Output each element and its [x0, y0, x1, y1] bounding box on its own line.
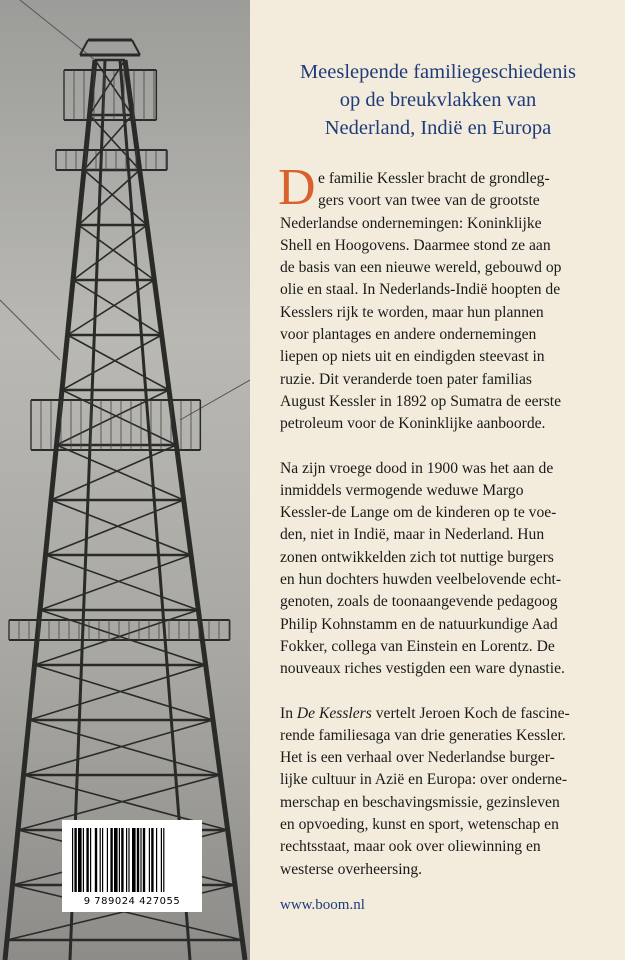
text-line: merschap en beschavingsmissie, gezinsleven	[280, 793, 560, 811]
paragraph-2	[280, 458, 612, 681]
text-line: Fokker, collega van Einstein en Lorentz. De	[280, 637, 555, 655]
text-line: en opvoeding, kunst en sport, wetenschap en	[280, 816, 559, 834]
paragraph-1	[278, 159, 612, 436]
text-fragment: In	[280, 704, 297, 722]
text-line: gers voort van twee van de grootste	[318, 192, 540, 210]
text-line: Kesslers rijk te worden, maar hun plannen	[280, 303, 544, 321]
text-line: zonen ontwikkelden zich tot nuttige burgers	[280, 548, 554, 566]
barcode	[62, 820, 202, 912]
text-line: Nederlandse ondernemingen: Koninklijke	[280, 214, 542, 232]
heading-line: Meeslepende familiegeschiedenis	[299, 61, 577, 83]
paragraph-3	[280, 703, 612, 881]
text-line: ruzie. Dit veranderde toen pater familias	[280, 370, 532, 388]
text-fragment: vertelt Jeroen Koch de fascine-	[371, 704, 570, 722]
text-line: lijke cultuur in Azië en Europa: over onderne-	[280, 771, 568, 789]
derrick-illustration	[0, 0, 250, 960]
text-line: den, niet in Indië, maar in Nederland. Hun	[280, 526, 545, 544]
text-line: genoten, zoals de toonaangevende pedagoog	[280, 593, 558, 611]
text-line: August Kessler in 1892 op Sumatra de eerste	[280, 392, 562, 410]
blurb-body	[278, 159, 612, 903]
book-title: De Kesslers	[296, 704, 372, 722]
text-line: Na zijn vroege dood in 1900 was het aan de	[280, 459, 554, 477]
text-line: rende familiesaga van drie generaties Kessler.	[280, 726, 566, 744]
text-line: Shell en Hoogovens. Daarmee stond ze aan	[280, 236, 551, 254]
drop-cap: D	[278, 159, 316, 216]
text-line: en hun dochters huwden veelbelovende echt-	[280, 571, 562, 589]
text-line: Philip Kohnstamm en de natuurkundige Aad	[280, 615, 558, 633]
text-line: petroleum voor de Koninklijke aanboorde.	[280, 415, 546, 433]
text-line: inmiddels vermogende weduwe Margo	[280, 481, 524, 499]
text-line: de basis van een nieuwe wereld, gebouwd op	[280, 259, 562, 277]
text-line: olie en staal. In Nederlands-Indië hoopten de	[280, 281, 561, 299]
oil-derrick-photo	[0, 0, 250, 960]
text-line: Het is een verhaal over Nederlandse burger-	[280, 749, 555, 767]
publisher-link[interactable]: www.boom.nl	[280, 897, 365, 913]
text-line: liepen op niets uit en eindigden steevast in	[280, 348, 545, 366]
heading-line: Nederland, Indië en Europa	[324, 117, 552, 139]
text-line: nouveaux riches vestigden een ware dynastie.	[280, 660, 565, 678]
text-line: rechtsstaat, maar ook over oliewinning en	[280, 838, 541, 856]
text-line: e familie Kessler bracht de grondleg-	[318, 170, 550, 187]
barcode-digits: 9 789024 427055	[83, 896, 181, 907]
blurb-heading	[268, 58, 608, 142]
text-line: Kessler-de Lange om de kinderen op te voe-	[280, 504, 557, 522]
text-line: westerse overheersing.	[280, 860, 423, 878]
text-line: voor plantages en andere ondernemingen	[280, 326, 537, 344]
text-line	[280, 703, 612, 725]
heading-line: op de breukvlakken van	[339, 89, 537, 111]
